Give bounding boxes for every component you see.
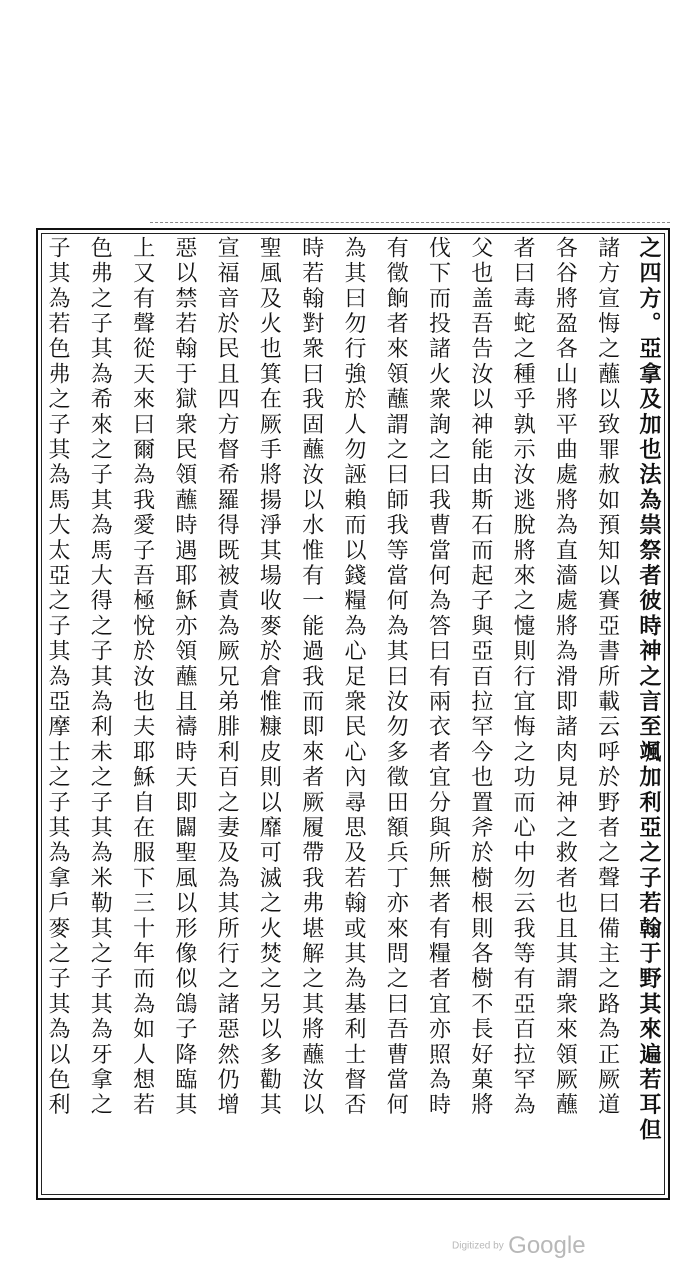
- text-column: 各谷將盈各山將平曲處將為直濇處將為滑即諸肉見神之救者也且其謂衆來領厥蘸: [552, 236, 578, 1118]
- digitized-watermark: [452, 1232, 632, 1260]
- text-column: 時若翰對衆曰我固蘸汝以水惟有一能過我而即來者厥履帶我弗堪解之其將蘸汝以: [298, 236, 324, 1118]
- text-column: 宣福音於民且四方督希羅得既被責為厥兄弟腓利百之妻及為其所行之諸惡然仍增: [214, 236, 240, 1118]
- text-column: 者曰毒蛇之種乎孰示汝逃脫將來之懥則行宜悔之功而心中勿云我等有亞百拉罕為: [510, 236, 536, 1118]
- google-logo: Google: [508, 1232, 586, 1259]
- watermark-prefix: Digitized by: [452, 1240, 504, 1252]
- text-column: 子其為若色弗之子其為馬大太亞之子其為亞摩士之子其為拿戶麥之子其為以色利: [45, 236, 70, 1118]
- text-columns: [44, 236, 662, 1192]
- text-column: 色弗之子其為希來之子其為馬大得之子其為利未之子其為米勒其之子其為牙拿之: [87, 236, 113, 1118]
- top-rule: [150, 222, 670, 223]
- text-column: 為其曰勿行強於人勿誣賴而以錢糧為心足衆民心內尋思及若翰或其為基利士督否: [340, 236, 366, 1118]
- text-frame: [36, 228, 670, 1200]
- text-column: 父也盖吾告汝以神能由斯石而起子與亞百拉罕今也置斧於樹根則各樹不長好菓將: [467, 236, 493, 1118]
- text-column: 上又有聲從天來曰爾為我愛子吾極悅於汝也夫耶穌自在服下三十年而為如人想若: [129, 236, 155, 1118]
- text-column: 惡以禁若翰于獄衆民領蘸時遇耶穌亦領蘸且禱時天即闢聖風以形像似鴿子降臨其: [171, 236, 197, 1118]
- text-column: 之四方。亞拿及加也法為祟祭者彼時神之言至颯加利亞之子若翰于野其來遍若耳但: [635, 236, 662, 1144]
- text-column: 有徵餉者來領蘸謂之曰師我等當何為其曰汝勿多徵田額兵丁亦來問之曰吾曹當何: [383, 236, 409, 1118]
- text-column: 聖風及火也箕在厥手將揚淨其場收麥於倉惟糠皮則以靡可滅之火焚之另以多勸其: [256, 236, 282, 1118]
- text-column: 諸方宣悔之蘸以致罪赦如預知以賽亞書所載云呼於野者之聲曰備主之路為正厥道: [594, 236, 620, 1118]
- text-column: 伐下而投諸火衆詢之曰我曹當何為答曰有兩衣者宜分與所無者有糧者宜亦照為時: [425, 236, 451, 1118]
